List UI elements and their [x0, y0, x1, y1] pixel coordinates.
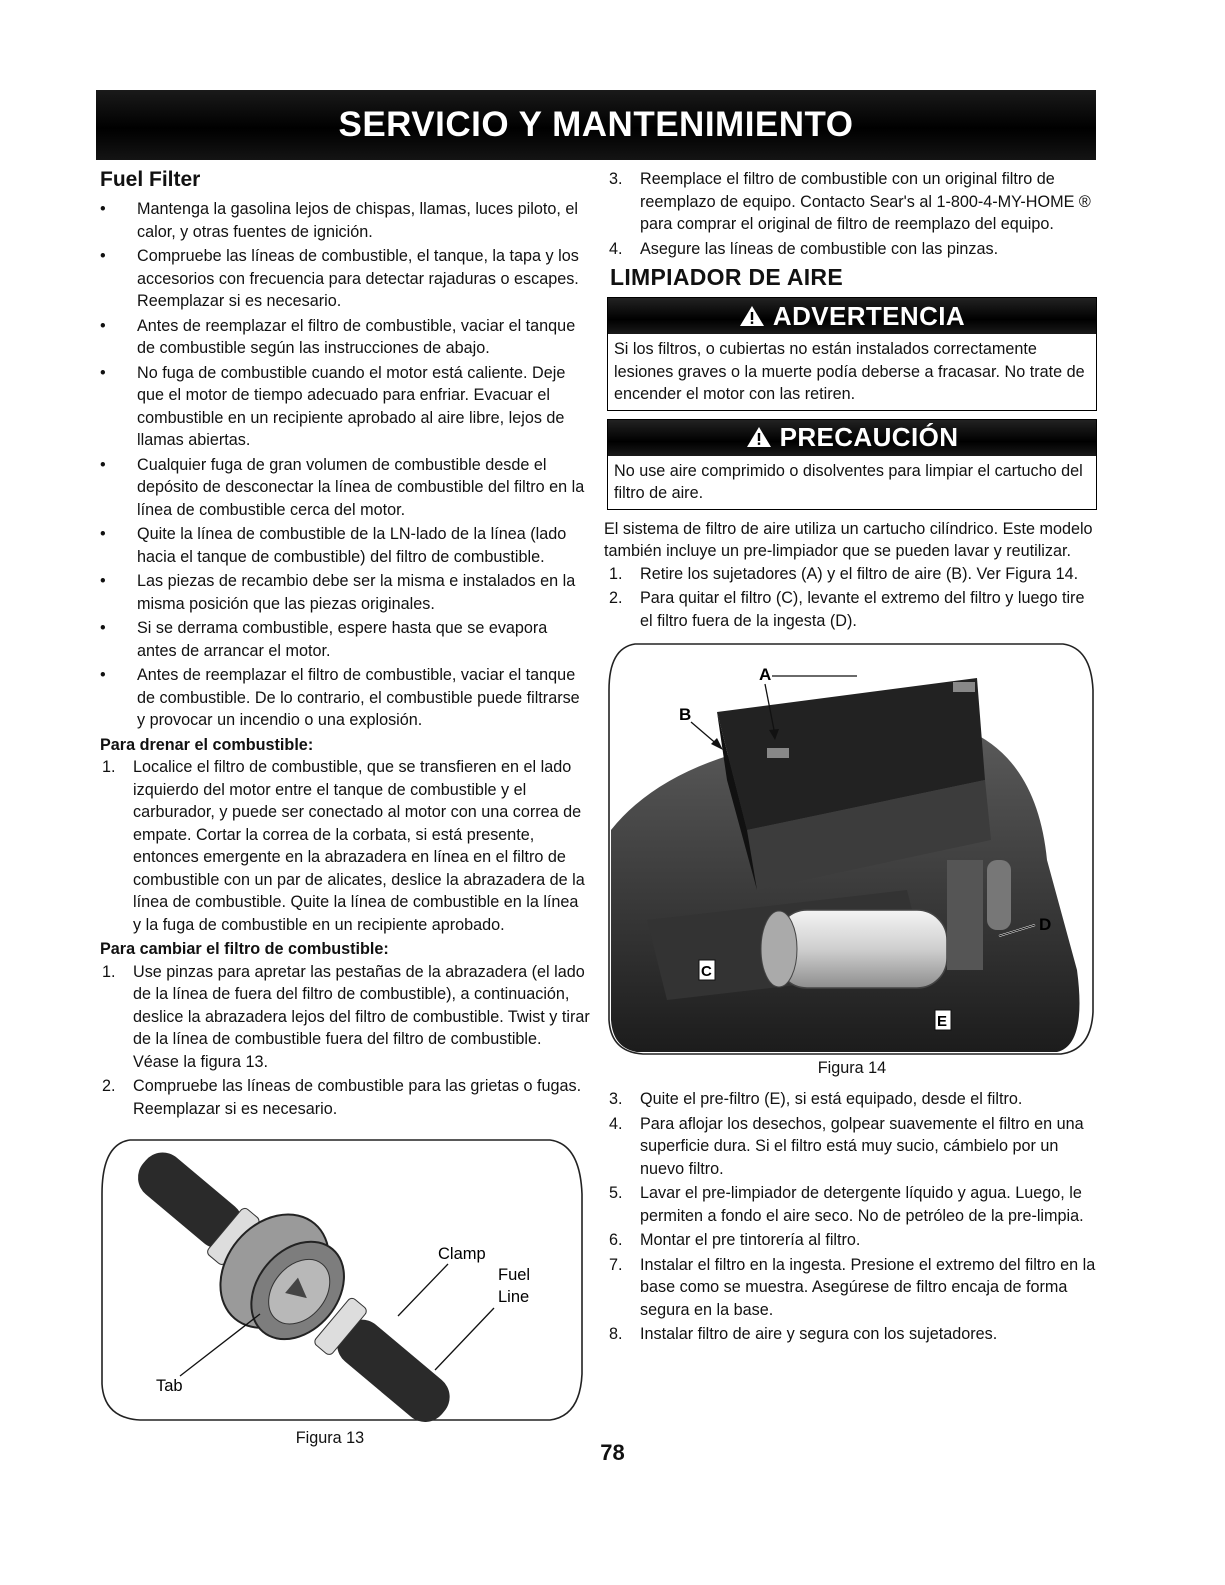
change-filter-heading: Para cambiar el filtro de combustible: — [100, 940, 389, 958]
warning-header — [608, 298, 1096, 334]
step-item: 7. Instalar el filtro en la ingesta. Presione el extremo del filtro en la base como se muestra. Asegúrese de filtro encaja de forma segura en la base. — [609, 1255, 1096, 1319]
step-item: 2. Compruebe las líneas de combustible para las grietas o fugas. Reemplazar si es necesario. — [102, 1077, 582, 1118]
fuel-filter-heading: Fuel Filter — [100, 168, 201, 191]
step-item: 5. Lavar el pre-limpiador de detergente líquido y agua. Luego, le permiten a fondo el aire seco. No de petróleo de la pre-limpia. — [609, 1184, 1084, 1225]
step-item: 3. Reemplace el filtro de combustible con un original filtro de reemplazo de equipo. Contacto Sear's al 1-800-4-MY-HOME ® para comprar el original de filtro de reemplazo del equipo. — [609, 170, 1091, 233]
step-item: 1. Localice el filtro de combustible, que se transfieren en el lado izquierdo del motor entre el tanque de combustible y el carburador, y puede ser conectado al motor con una correa de empate. Cortar la correa de la corbata, si está presente, entonces emergente en la abrazadera en línea en el filtro de combustible con un par de alicates, deslice la abrazadera de la línea de combustible. Quite la línea de combustible en la línea y la fuga de combustible en un recipiente aprobado. — [102, 758, 585, 934]
air-cleaner-steps-a — [607, 563, 1097, 633]
bullet-item: • Las piezas de recambio debe ser la misma e instalados en la misma posición que las piezas originales. — [100, 572, 576, 613]
bullet-item: • Mantenga la gasolina lejos de chispas, llamas, luces piloto, el calor, y otras fuentes de ignición. — [100, 200, 578, 241]
section-banner — [96, 90, 1096, 160]
caution-box — [607, 419, 1097, 510]
figure-14 — [607, 640, 1097, 1078]
bullet-item: • Compruebe las líneas de combustible, el tanque, la tapa y los accesorios con frecuencia para detectar rajaduras o escapes. Reemplazar si es necesario. — [100, 247, 579, 310]
tab-label: Tab — [156, 1377, 183, 1395]
drain-fuel-steps — [100, 756, 590, 936]
step-item: 4. Asegure las líneas de combustible con las pinzas. — [609, 239, 999, 258]
label-e: E — [937, 1013, 948, 1030]
warning-box — [607, 297, 1097, 411]
caution-header — [608, 420, 1096, 456]
warning-title: ADVERTENCIA — [772, 300, 966, 331]
page-title: SERVICIO Y MANTENIMIENTO — [338, 105, 854, 144]
label-d: D — [1039, 915, 1052, 934]
caution-title: PRECAUCIÓN — [779, 422, 959, 452]
step-item: 6. Montar el pre tintorería al filtro. — [609, 1231, 861, 1249]
bullet-item: • Si se derrama combustible, espere hasta que se evapora antes de arrancar el motor. — [100, 619, 548, 660]
caution-text: No use aire comprimido o disolventes para limpiar el cartucho del filtro de aire. — [614, 461, 1083, 502]
step-item: 1. Retire los sujetadores (A) y el filtro de aire (B). Ver Figura 14. — [609, 564, 1079, 583]
fuel-filter-bullets — [100, 198, 590, 732]
figure-13-caption: Figura 13 — [295, 1429, 365, 1447]
warning-text: Si los filtros, o cubiertas no están instalados correctamente lesiones graves o la muerte podía deberse a fracasar. No trate de encender el motor con las retiren. — [614, 340, 1085, 403]
bullet-item: • Antes de reemplazar el filtro de combustible, vaciar el tanque de combustible según las instrucciones de abajo. — [100, 316, 576, 357]
warning-triangle-icon — [746, 424, 772, 455]
label-c: C — [701, 963, 712, 980]
air-filter-illustration — [607, 640, 1097, 1060]
label-a: A — [759, 665, 772, 684]
left-column — [100, 168, 590, 1448]
label-b: B — [679, 705, 692, 724]
figure-13 — [100, 1134, 590, 1448]
line-label: Line — [498, 1288, 530, 1306]
fuel-label: Fuel — [498, 1266, 531, 1284]
warning-triangle-icon — [739, 303, 765, 334]
bullet-item: • Cualquier fuga de gran volumen de combustible desde el depósito de desconectar la línea de combustible del filtro en la línea de combustible cerca del motor. — [100, 455, 585, 519]
bullet-item: • Antes de reemplazar el filtro de combustible, vaciar el tanque de combustible. De lo contrario, el combustible puede filtrarse y provocar un incendio o una explosión. — [100, 666, 580, 729]
step-item: 4. Para aflojar los desechos, golpear suavemente el filtro en una superficie dura. Si el filtro está muy sucio, cámbielo por un nuevo filtro. — [609, 1114, 1084, 1178]
step-item: 2. Para quitar el filtro (C), levante el extremo del filtro y luego tire el filtro fuera de la ingesta (D). — [609, 589, 1085, 630]
bullet-item: • Quite la línea de combustible de la LN-lado de la línea (lado hacia el tanque de combustible) del filtro de combustible. — [100, 525, 567, 566]
right-column — [604, 168, 1097, 1348]
fuel-filter-steps-continued — [607, 168, 1097, 260]
change-filter-steps — [100, 961, 590, 1121]
figure-14-caption: Figura 14 — [817, 1059, 887, 1077]
step-item: 1. Use pinzas para apretar las pestañas de la abrazadera (el lado de la línea de fuera del filtro de combustible), a continuación, deslice la abrazadera lejos del filtro de combustible. Twist y tirar de la línea de combustible fuera del filtro de combustible. Véase la figura 13. — [102, 962, 590, 1071]
step-item: 8. Instalar filtro de aire y segura con los sujetadores. — [609, 1325, 998, 1343]
clamp-label: Clamp — [438, 1245, 486, 1263]
air-cleaner-steps-b — [607, 1088, 1097, 1346]
air-cleaner-intro: El sistema de filtro de aire utiliza un cartucho cilíndrico. Este modelo también incluye un pre-limpiador que se pueden lavar y reutilizar. — [604, 519, 1093, 560]
page-number: 78 — [600, 1440, 625, 1465]
step-item: 3. Quite el pre-filtro (E), si está equipado, desde el filtro. — [609, 1090, 1023, 1108]
bullet-item: • No fuga de combustible cuando el motor está caliente. Deje que el motor de tiempo adecuado para enfriar. Evacuar el combustible en un recipiente aprobado al aire libre, lejos de llamas abiertas. — [100, 363, 566, 449]
fuel-filter-illustration — [100, 1134, 590, 1424]
air-cleaner-heading: LIMPIADOR DE AIRE — [610, 264, 843, 290]
drain-fuel-heading: Para drenar el combustible: — [100, 735, 314, 754]
